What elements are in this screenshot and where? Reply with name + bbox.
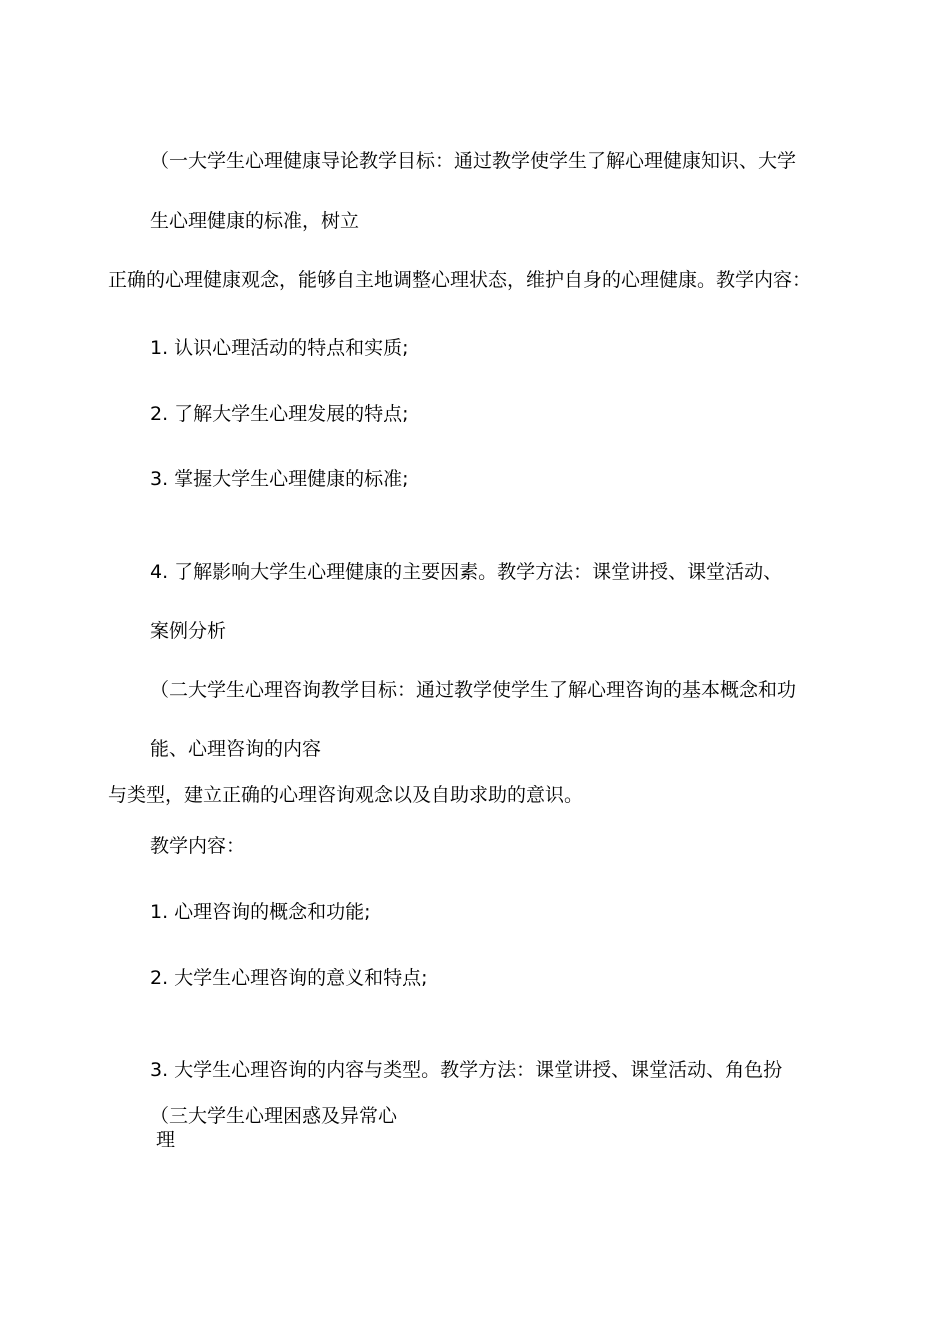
section-2-content-label: 教学内容： xyxy=(150,835,246,857)
section-2-content-item-3: 3. 大学生心理咨询的内容与类型。教学方法：课堂讲授、课堂活动、角色扮 xyxy=(150,1059,783,1081)
section-1-content-item-2: 2. 了解大学生心理发展的特点; xyxy=(150,403,409,425)
section-1-method-continuation: 案例分析 xyxy=(150,620,227,642)
section-1-heading-line-1: （一大学生心理健康导论教学目标：通过教学使学生了解心理健康知识、大学 xyxy=(150,150,797,172)
section-1-content-item-4: 4. 了解影响大学生心理健康的主要因素。教学方法：课堂讲授、课堂活动、 xyxy=(150,561,783,583)
section-2-content-item-1: 1. 心理咨询的概念和功能; xyxy=(150,901,371,923)
section-2-paragraph-line: 与类型，建立正确的心理咨询观念以及自助求助的意识。 xyxy=(108,784,584,806)
section-3-heading-line-2: 理 xyxy=(156,1129,176,1151)
section-2-heading-line-2: 能、心理咨询的内容 xyxy=(150,738,322,760)
section-1-paragraph-line: 正确的心理健康观念，能够自主地调整心理状态，维护自身的心理健康。教学内容： xyxy=(108,269,812,291)
section-1-content-item-3: 3. 掌握大学生心理健康的标准; xyxy=(150,468,409,490)
section-3-heading-line-1: （三大学生心理困惑及异常心 xyxy=(150,1105,398,1127)
section-2-content-item-2: 2. 大学生心理咨询的意义和特点; xyxy=(150,967,428,989)
section-1-heading-line-2: 生心理健康的标准，树立 xyxy=(150,210,360,232)
section-2-heading-line-1: （二大学生心理咨询教学目标：通过教学使学生了解心理咨询的基本概念和功 xyxy=(150,679,797,701)
section-1-content-item-1: 1. 认识心理活动的特点和实质; xyxy=(150,337,409,359)
